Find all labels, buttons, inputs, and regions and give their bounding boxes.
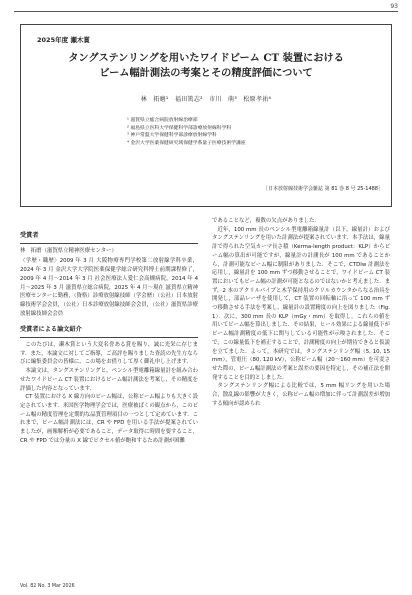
summary-paragraph-2: 本論文は，タングステンリングと，ペンシル型電離箱線量計を組み合わせたワイドビーム CT 装置におけるビーム幅計測法を考案し，その精度を評価した内容となっています． (20, 368, 198, 392)
summary-paragraph-3: CT 装置における X 線方向のビーム幅は，公称ビーム幅よりも大きく設定されています．米国医学物理学会では，医療被ばくの観点から，このビーム幅の精度管理を定期的な品質管理項目の一つとして定めています．これまで，ビーム幅計測法には，CR や FPD を用いる手法が提案されていましたが，画像解析が必要であること，データ取得に時間を要すること，CR や FPD では分量の X 線でピクセル値が飽和するため計測が困難 (20, 394, 198, 444)
section-divider (20, 337, 198, 338)
winner-bio: 〈学歴・職歴〉2009 年 3 月 大阪物療専門学校第二放射線学科卒業，2024 年 3 月 金沢大学大学院医薬保健学総合研究科博士前期課程修了，2009 年 4 月～2014 年 3 月 社会医療法人愛仁会高槻病院，2014 年 4 月～2025 年 3 月 滋賀県立総合病院，2025 年 4 月～現在 滋賀県立精神医療センターに勤務，（資格）診療放射線技師（学会歴）（公社）日本放射線技術学会会員，（公社）日本診療放射線技師会会員，（公社）滋賀県診療放射線技師会会員 (20, 258, 198, 317)
summary-paragraph-1: このたびは，瀬木賞という大変名誉ある賞を賜り，誠に光栄に存じます．また，本論文に対してご指導，ご高評を賜りました査読の先生方ならびに編集委員会の皆様に，この場をお借りして厚く御礼申し上げます． (20, 342, 198, 366)
journal-reference: ［日本放射線技術学会雑誌 第 81 巻 8 号 25-1488］ (263, 186, 383, 192)
page-number: 93 (390, 3, 398, 10)
author-list: 林 拓磨¹ 福田篤志² 市川 萌³ 松原孝祐⁴ (140, 96, 272, 103)
award-label: 2025年度 瀬木賞 (37, 36, 90, 44)
article-title (31, 51, 381, 80)
journal-footer: Vol. 82 No. 3 Mar 2026 (20, 584, 75, 589)
title-line-1: タングステンリングを用いたワイドビーム CT 装置における (68, 52, 344, 64)
left-column (20, 232, 198, 445)
affiliation-list (127, 117, 246, 147)
section-divider (20, 243, 198, 244)
affiliation-1: ¹ 滋賀県立総合病院放射線治療部 (127, 118, 198, 123)
title-line-2: ビーム幅計測法の考案とその精度評価について (99, 66, 313, 79)
body-paragraph-2: 近年，100 mm 長のペンシル型電離箱線量計（以下，線量計）およびタングステンリングを用いた計測法が提案されています．本手法は，線量計で得られた空気カーマ長さ積（Kerma-length product：KLP）からビーム幅の算出が可能ですが，線量計の計測長が 100 mm であることから，計測可能なビーム幅に制限がありました．そこで，CTDIw 計測法を応用し，線量計を 100 mm ずつ移動させることで，ワイドビーム CT 装置においてもビーム幅の計測が可能となるのではないかと考えました．まず，2 本のアクリルパイプと木芋保持用のクリルカウンタからなる治具を開発し，部品レーザを使用して，CT 装置の回転軸に沿って 100 mm ずつ移動させる手法を考案し，線量計の設置精度の向上を図りました（Fig. 1）．次に，300 mm 長の KLP（mGy・mm）を取得し，これらの値を用いてビーム幅を算出しました．その結果，ヒール効果による線量低下がビーム幅計測精度の低下に関与している可能性が示唆されました．そこで，この線量低下を補正することで，計測精度の向上が期待できると仮説を立てました．よって，本研究では，タングステンリング幅（5, 10, 15 mm），管電圧（80, 120 kV），公称ビーム幅（20～160 mm）を可変させた際の，ビーム幅計測法の考案と誤差の要因を特定し，その補正法を開発することを目的としました． (212, 226, 390, 381)
article-header-box (20, 24, 392, 207)
affiliation-4: ⁴ 金沢大学医薬保健研究域保健学系量子医療技術学講座 (127, 140, 246, 146)
body-paragraph-1: であることなど，複数の欠点がありました． (212, 218, 320, 224)
top-rule (14, 11, 398, 12)
affiliation-2: ² 福島県立医科大学保健科学部診療放射線科学科 (127, 125, 232, 131)
summary-heading: 受賞者による論文紹介 (20, 326, 82, 334)
affiliation-3: ³ 神戸常盤大学保健科学部診療放射線学科 (127, 133, 217, 139)
winner-name: 林 拓磨（滋賀県立精神医療センター） (20, 247, 117, 254)
body-paragraph-3: タングステンリング幅による比較では，5 mm 幅リングを用いた場合，散乱線の影響が大きく，公称ビーム幅の増加に伴って計測誤差が増加する傾向が認められ (212, 383, 390, 407)
right-column (212, 217, 390, 408)
winner-heading: 受賞者 (20, 232, 39, 239)
